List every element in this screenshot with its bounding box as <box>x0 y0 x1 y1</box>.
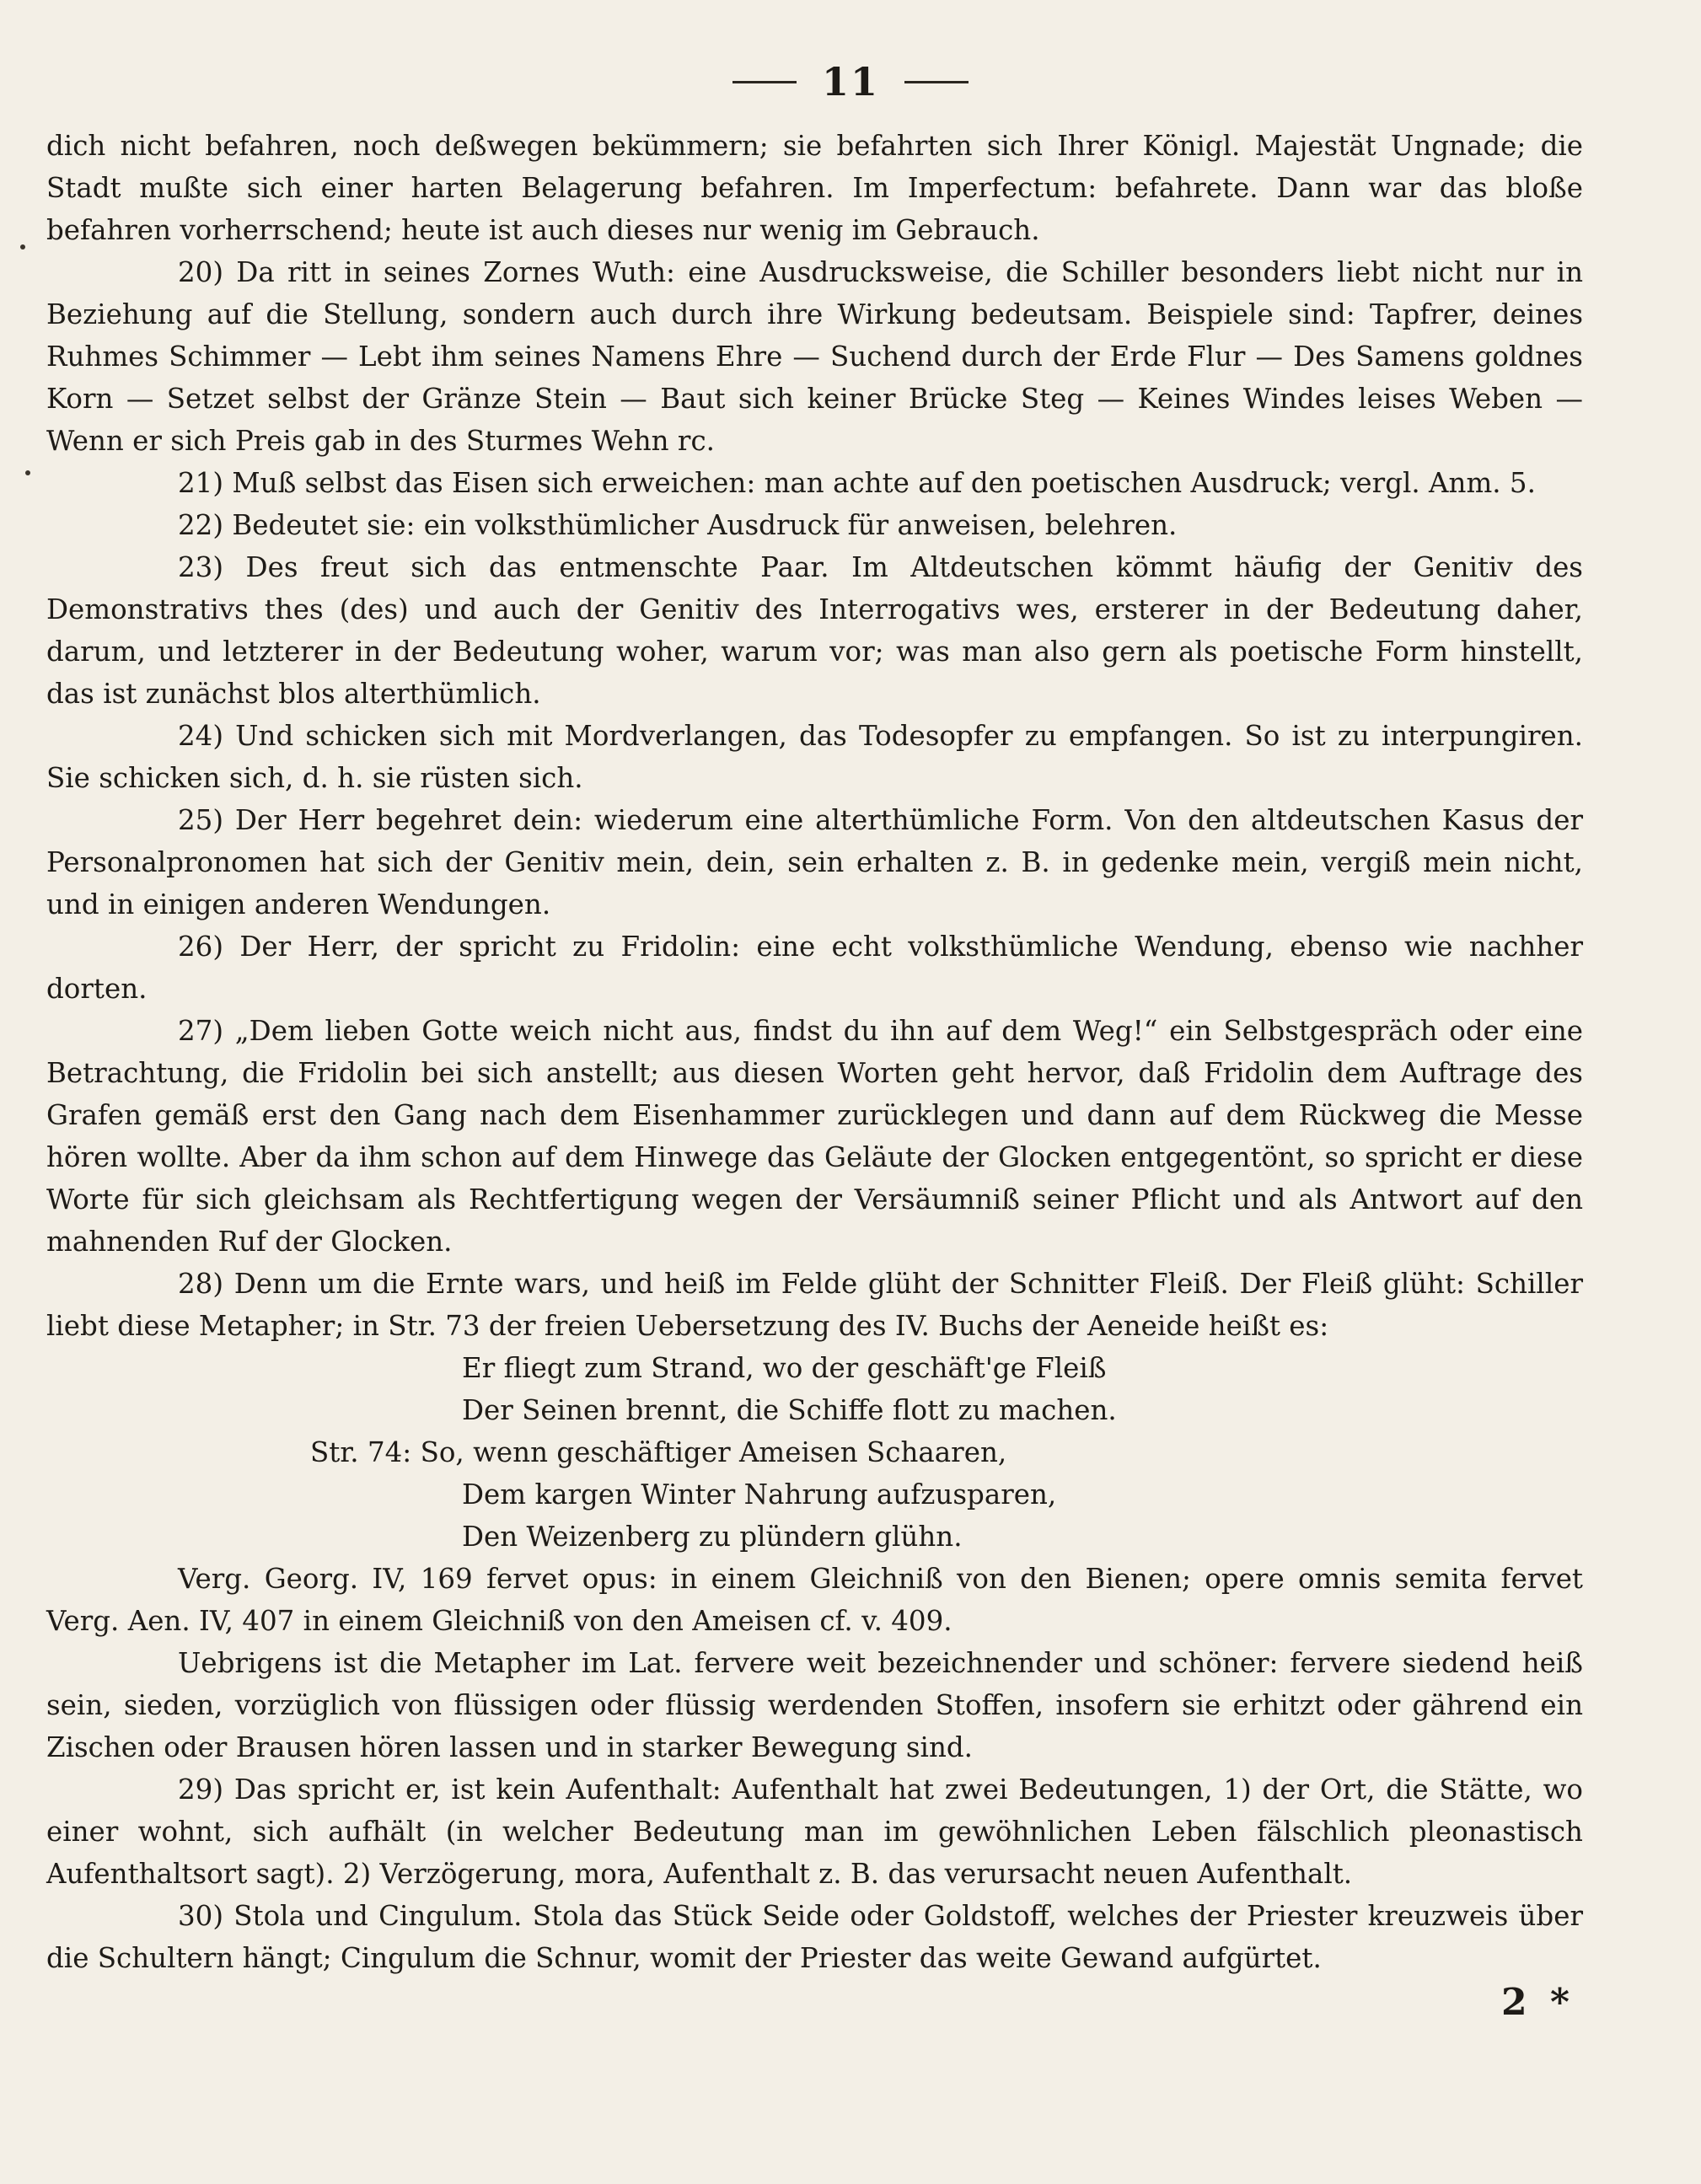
verse-quote <box>46 1347 1583 1558</box>
note-20: 20) Da ritt in seines Zornes Wuth: eine Ausdrucksweise, die Schiller besonders liebt nicht nur in Beziehung auf die Stellung, sondern auch durch ihre Wirkung bedeutsam. Beispiele sind: Tapfrer, deines Ruhmes Schimmer — Lebt ihm seines Namens Ehre — Suchend durch der Erde Flur — Des Samens goldnes Korn — Setzet selbst der Gränze Stein — Baut sich keiner Brücke Steg — Keines Windes leises Weben — Wenn er sich Preis gab in des Sturmes Wehn rc. <box>46 256 1583 457</box>
page-header <box>0 52 1701 111</box>
printer-signature: 2 * <box>1501 1981 1575 2024</box>
note-22: 22) Bedeutet sie: ein volksthümlicher Ausdruck für anweisen, belehren. <box>178 509 1178 541</box>
page-body <box>46 125 1583 1979</box>
paragraph-continuation: dich nicht befahren, noch deßwegen bekümmern; sie befahrten sich Ihrer Königl. Majestät Ungnade; die Stadt mußte sich einer harten Belagerung befahren. Im Imperfectum: befahrete. Dann war das bloße befahren vorherrschend; heute ist auch dieses nur wenig im Gebrauch. <box>46 130 1583 246</box>
verse-line: Den Weizenberg zu plündern glühn. <box>462 1521 963 1553</box>
note-29: 29) Das spricht er, ist kein Aufenthalt: Aufenthalt hat zwei Bedeutungen, 1) der Ort, die Stätte, wo einer wohnt, sich aufhält (in welcher Bedeutung man im gewöhnlichen Leben fälschlich pleonastisch Aufenthaltsort sagt). 2) Verzögerung, mora, Aufenthalt z. B. das verursacht neuen Aufenthalt. <box>46 1773 1583 1890</box>
verse-line: Str. 74: So, wenn geschäftiger Ameisen Schaaren, <box>310 1436 1007 1468</box>
verse-line: Dem kargen Winter Nahrung aufzusparen, <box>462 1478 1057 1511</box>
note-27: 27) „Dem lieben Gotte weich nicht aus, findst du ihn auf dem Weg!“ ein Selbstgespräch oder eine Betrachtung, die Fridolin bei sich anstellt; aus diesen Worten geht hervor, daß Fridolin dem Auftrage des Grafen gemäß erst den Gang nach dem Eisenhammer zurücklegen und dann auf dem Rückweg die Messe hören wollte. Aber da ihm schon auf dem Hinwege das Geläute der Glocken entgegentönt, so spricht er diese Worte für sich gleichsam als Rechtfertigung wegen der Versäumniß seiner Pflicht und als Antwort auf den mahnenden Ruf der Glocken. <box>46 1015 1583 1258</box>
note-26: 26) Der Herr, der spricht zu Fridolin: eine echt volksthümliche Wendung, ebenso wie nachher dorten. <box>46 931 1583 1005</box>
paper-speck <box>20 244 25 250</box>
note-21: 21) Muß selbst das Eisen sich erweichen: man achte auf den poetischen Ausdruck; vergl. Anm. 5. <box>178 467 1536 499</box>
note-28: 28) Denn um die Ernte wars, und heiß im Felde glüht der Schnitter Fleiß. Der Fleiß glüht: Schiller liebt diese Metapher; in Str. 73 der freien Uebersetzung des IV. Buchs der Aeneide heißt es: <box>46 1268 1583 1342</box>
note-30: 30) Stola und Cingulum. Stola das Stück Seide oder Goldstoff, welches der Priester kreuzweis über die Schultern hängt; Cingulum die Schnur, womit der Priester das weite Gewand aufgürtet. <box>46 1900 1583 1974</box>
paper-speck <box>25 470 30 475</box>
note-23: 23) Des freut sich das entmenschte Paar. Im Altdeutschen kömmt häufig der Genitiv des Demonstrativs thes (des) und auch der Genitiv des Interrogativs wes, ersterer in der Bedeutung daher, darum, und letzterer in der Bedeutung woher, warum vor; was man also gern als poetische Form hinstellt, das ist zunächst blos alterthümlich. <box>46 551 1583 710</box>
header-rule-right <box>904 81 969 83</box>
page-number: 11 <box>821 59 879 105</box>
paragraph-vergil: Verg. Georg. IV, 169 fervet opus: in einem Gleichniß von den Bienen; opere omnis semita fervet Verg. Aen. IV, 407 in einem Gleichniß von den Ameisen cf. v. 409. <box>46 1563 1583 1637</box>
note-25: 25) Der Herr begehret dein: wiederum eine alterthümliche Form. Von den altdeutschen Kasus der Personalpronomen hat sich der Genitiv mein, dein, sein erhalten z. B. in gedenke mein, vergiß mein nicht, und in einigen anderen Wendungen. <box>46 804 1583 920</box>
verse-line: Er fliegt zum Strand, wo der geschäft'ge Fleiß <box>462 1352 1107 1384</box>
verse-line: Der Seinen brennt, die Schiffe flott zu machen. <box>462 1394 1117 1426</box>
header-rule-left <box>732 81 797 83</box>
paragraph-metapher: Uebrigens ist die Metapher im Lat. fervere weit bezeichnender und schöner: fervere siedend heiß sein, sieden, vorzüglich von flüssigen oder flüssig werdenden Stoffen, insofern sie erhitzt oder gährend ein Zischen oder Brausen hören lassen und in starker Bewegung sind. <box>46 1647 1583 1763</box>
note-24: 24) Und schicken sich mit Mordverlangen, das Todesopfer zu empfangen. So ist zu interpungiren. Sie schicken sich, d. h. sie rüsten sich. <box>46 720 1583 794</box>
